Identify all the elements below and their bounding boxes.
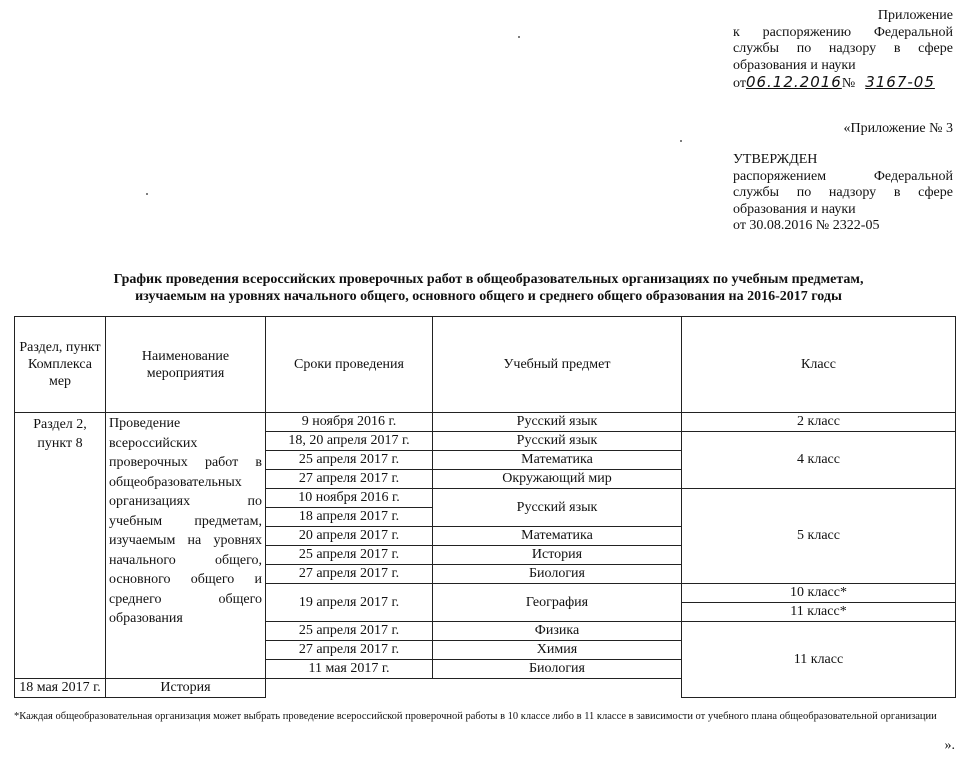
approved-line-4: от 30.08.2016 № 2322-05 [733,218,880,233]
date-cell: 25 апреля 2017 г. [266,451,433,470]
annex-header [733,8,953,93]
date-cell: 10 ноября 2016 г. [266,489,433,508]
handwritten-date: 06.12.2016 [745,73,842,91]
closing-quote: ». [944,738,955,753]
annex-label: Приложение [877,8,953,23]
subject-cell: Математика [433,451,682,470]
grade-cell: 4 класс [682,432,956,489]
annex-order-line: к распоряжению Федеральной [733,24,953,40]
date-cell: 19 апреля 2017 г. [266,584,433,622]
subject-cell: Окружающий мир [433,470,682,489]
header-subject: Учебный предмет [433,317,682,413]
approved-line-2: службы по надзору в сфере [733,185,953,200]
scan-speck [518,36,520,38]
section-cell: Раздел 2, пункт 8 [15,413,106,679]
approved-title: УТВЕРЖДЕН [733,152,818,167]
date-cell: 25 апреля 2017 г. [266,546,433,565]
annex-education-line: образования и науки [733,57,856,73]
date-cell: 27 апреля 2017 г. [266,641,433,660]
annex-date-line [733,74,953,93]
date-cell: 20 апреля 2017 г. [266,527,433,546]
grade-cell: 11 класс* [682,603,956,622]
grade-cell: 10 класс* [682,584,956,603]
table-header-row [15,317,956,413]
schedule-table [14,316,956,698]
title-line-2: изучаемым на уровнях начального общего, основного общего и среднего общего образования на 2016-2017 годы [135,289,842,304]
scan-speck [680,140,682,142]
date-cell: 25 апреля 2017 г. [266,622,433,641]
schedule-title [20,271,957,305]
grade-cell: 11 класс [682,622,956,698]
footnote: *Каждая общеобразовательная организация может выбрать проведение всероссийской проверочной работы в 10 классе либо в 11 классе в зависимости от учебного плана общеобразовательной организации [14,711,937,722]
annex-service-line: службы по надзору в сфере [733,41,953,56]
title-line-1: График проведения всероссийских проверочных работ в общеобразовательных организациях по учебным предметам, [113,272,864,287]
header-dates: Сроки проведения [266,317,433,413]
header-event: Наименование мероприятия [106,317,266,413]
header-section: Раздел, пункт Комплекса мер [15,317,106,413]
subject-cell: Русский язык [433,413,682,432]
date-cell: 9 ноября 2016 г. [266,413,433,432]
grade-cell: 5 класс [682,489,956,584]
date-cell: 18 мая 2017 г. [15,679,106,698]
header-grade: Класс [682,317,956,413]
subject-cell: Биология [433,660,682,679]
subject-cell: Русский язык [433,489,682,527]
annex-3-label: «Приложение № 3 [843,121,953,136]
date-cell: 27 апреля 2017 г. [266,470,433,489]
subject-cell: Физика [433,622,682,641]
approval-block [733,152,953,235]
subject-cell: Русский язык [433,432,682,451]
date-cell: 11 мая 2017 г. [266,660,433,679]
event-cell: Проведение всероссийских проверочных работ в общеобразовательных организациях по учебным предметам, изучаемым на уровнях начального общего, основного общего и среднего общего образования [106,413,266,679]
date-prefix: от [733,76,746,91]
subject-cell: Математика [433,527,682,546]
table-row [15,413,956,432]
subject-cell: География [433,584,682,622]
subject-cell: История [433,546,682,565]
handwritten-number: 3167-05 [865,73,935,91]
approved-line-1: распоряжением Федеральной [733,168,953,184]
approved-line-3: образования и науки [733,201,856,217]
grade-cell: 2 класс [682,413,956,432]
subject-cell: Химия [433,641,682,660]
scan-speck [146,193,148,195]
date-cell: 18 апреля 2017 г. [266,508,433,527]
number-sign: № [841,76,856,91]
subject-cell: История [106,679,266,698]
subject-cell: Биология [433,565,682,584]
date-cell: 18, 20 апреля 2017 г. [266,432,433,451]
date-cell: 27 апреля 2017 г. [266,565,433,584]
